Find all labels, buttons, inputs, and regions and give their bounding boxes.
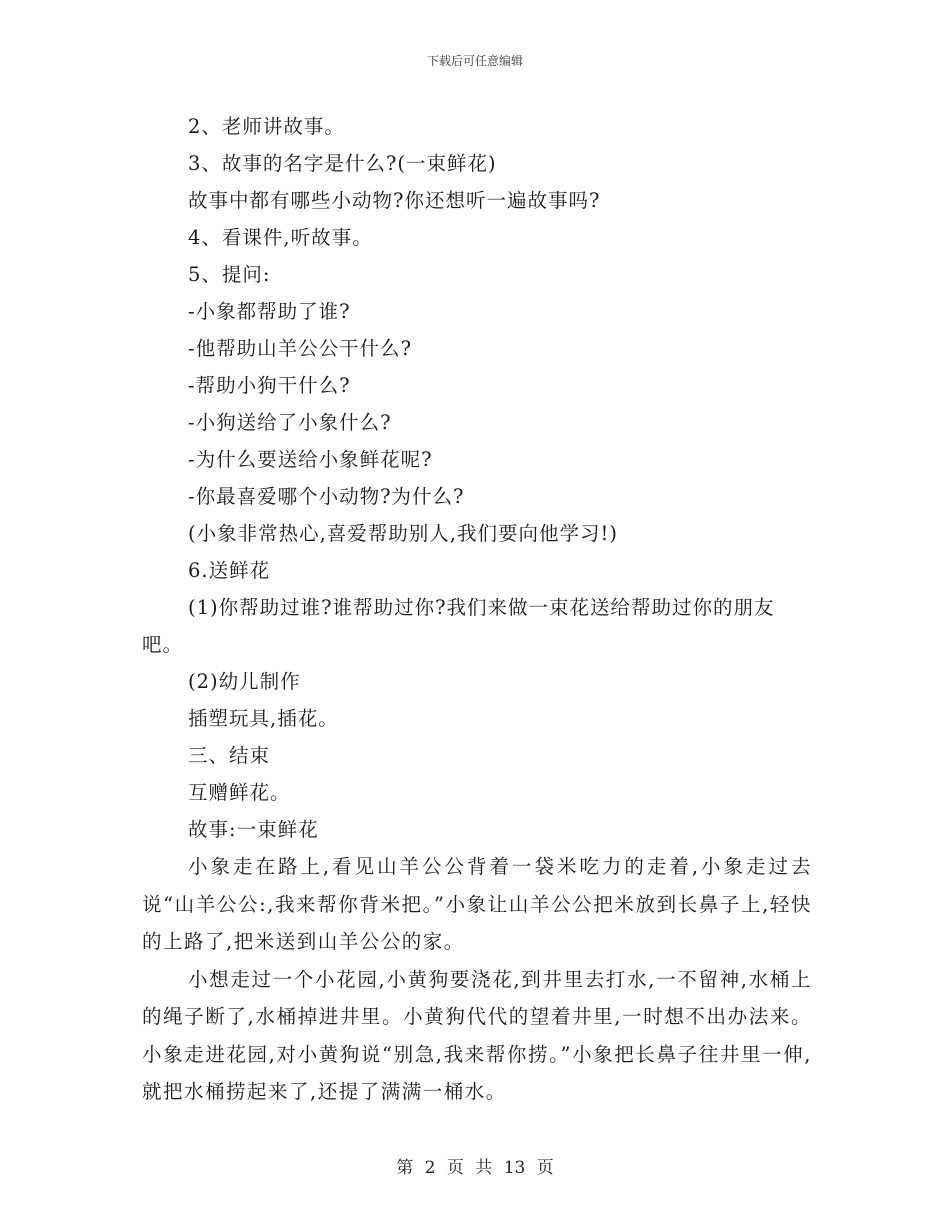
text-line: (小象非常热心,喜爱帮助别人,我们要向他学习!) <box>188 522 618 545</box>
question-line: -小狗送给了小象什么? <box>188 411 392 434</box>
page-footer: 第 2 页 共 13 页 <box>396 1158 554 1178</box>
question-line: -为什么要送给小象鲜花呢? <box>188 448 433 471</box>
text-line: 3、故事的名字是什么?(一束鲜花) <box>188 152 497 175</box>
page-header: 下载后可任意编辑 <box>426 54 523 68</box>
section-heading: 三、结束 <box>188 744 271 767</box>
story-title: 故事:一束鲜花 <box>188 818 319 841</box>
text-line: 插塑玩具,插花。 <box>188 707 339 730</box>
question-line: -他帮助山羊公公干什么? <box>188 337 413 360</box>
text-line: 互赠鲜花。 <box>188 781 291 804</box>
section-heading: 6.送鲜花 <box>188 559 271 582</box>
story-paragraph: 小象走在路上,看见山羊公公背着一袋米吃力的走着,小象走过去说“山羊公公:,我来帮你背米把。”小象让山羊公公把米放到长鼻子上,轻快的上路了,把米送到山羊公公的家。 <box>142 855 812 953</box>
question-line: -帮助小狗干什么? <box>188 374 351 397</box>
story-paragraph: 小想走过一个小花园,小黄狗要浇花,到井里去打水,一不留神,水桶上的绳子断了,水桶掉进井里。小黄狗代代的望着井里,一时想不出办法来。小象走进花园,对小黄狗说“别急,我来帮你捞。”小象把长鼻子往井里一伸,就把水桶捞起来了,还提了满满一桶水。 <box>142 967 812 1103</box>
item-1-continuation: 吧。 <box>142 633 184 656</box>
question-line: -小象都帮助了谁? <box>188 300 351 323</box>
document-body <box>142 108 812 1111</box>
text-line: 2、老师讲故事。 <box>188 115 345 138</box>
text-line: 5、提问: <box>188 263 271 286</box>
text-line: 故事中都有哪些小动物?你还想听一遍故事吗? <box>188 189 601 212</box>
item-1-first-line: (1)你帮助过谁?谁帮助过你?我们来做一束花送给帮助过你的朋友 <box>188 596 775 619</box>
text-line: 4、看课件,听故事。 <box>188 226 373 249</box>
text-line: (2)幼儿制作 <box>188 670 301 693</box>
question-line: -你最喜爱哪个小动物?为什么? <box>188 485 465 508</box>
